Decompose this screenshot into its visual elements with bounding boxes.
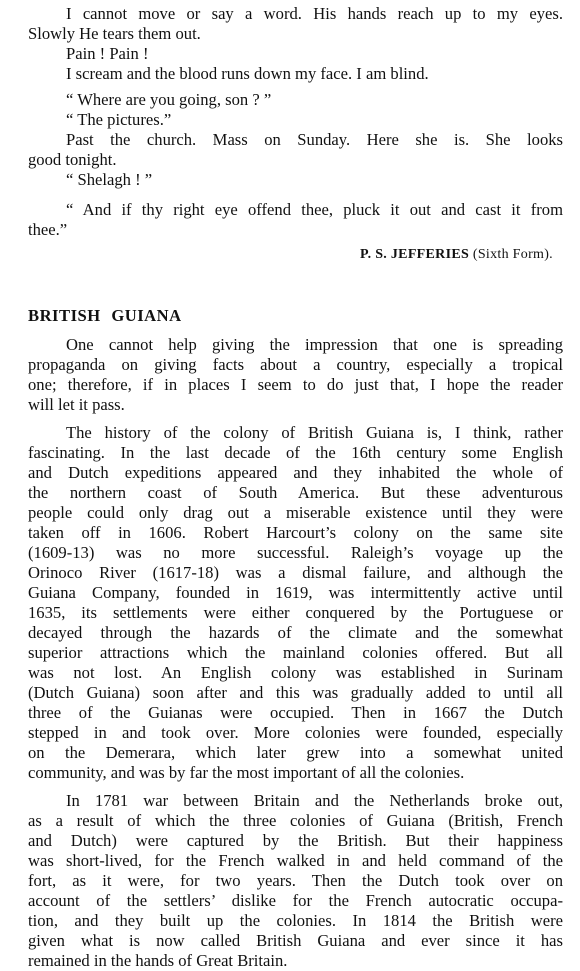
paragraph-line: community, and was by far the most important of all the colonies. <box>28 763 465 782</box>
document-page <box>28 4 563 971</box>
paragraph-line: account of the settlers’ dislike for the French autocratic occupa- <box>28 891 563 910</box>
paragraph-line: (1609-13) was no more successful. Raleigh’s voyage up the <box>28 543 563 562</box>
paragraph-line: Orinoco River (1617-18) was a dismal failure, and although the <box>28 563 563 582</box>
poem-line: “ The pictures.” <box>66 110 172 129</box>
paragraph-line: given what is now called British Guiana and ever since it has <box>28 931 563 950</box>
poem-line: “ Shelagh ! ” <box>66 170 153 189</box>
author-form: (Sixth Form). <box>472 247 553 262</box>
paragraph-line: 1635, its settlements were either conquered by the Portuguese or <box>28 603 563 622</box>
paragraph-line: was short-lived, for the French walked in and held command of the <box>28 851 563 870</box>
paragraph-line: the northern coast of South America. But these adventurous <box>28 483 563 502</box>
article-paragraph <box>28 335 563 415</box>
paragraph-line: was not lost. An English colony was established in Surinam <box>28 663 563 682</box>
poem-line: Slowly He tears them out. <box>28 24 201 43</box>
paragraph-line: and Dutch expeditions appeared and they inhabited the whole of <box>28 463 563 482</box>
paragraph-line: will let it pass. <box>28 395 125 414</box>
poem-line: good tonight. <box>28 150 117 169</box>
paragraph-line: and Dutch) were captured by the British. But their happiness <box>28 831 563 850</box>
paragraph-line: One cannot help giving the impression that one is spreading <box>66 335 563 354</box>
author-name: P. S. JEFFERIES <box>360 247 470 262</box>
paragraph-line: superior attractions which the mainland colonies offered. But all <box>28 643 563 662</box>
paragraph-line: Guiana Company, founded in 1619, was intermittently active until <box>28 583 563 602</box>
paragraph-line: on the Demerara, which later grew into a somewhat united <box>28 743 563 762</box>
poem-line: I scream and the blood runs down my face. I am blind. <box>66 64 429 83</box>
paragraph-line: In 1781 war between Britain and the Netherlands broke out, <box>66 791 563 810</box>
article-section <box>28 305 563 971</box>
paragraph-line: decayed through the hazards of the climate and the somewhat <box>28 623 563 642</box>
article-paragraph <box>28 423 563 783</box>
paragraph-line: propaganda on giving facts about a country, especially a tropical <box>28 355 563 374</box>
paragraph-line: as a result of which the three colonies of Guiana (British, French <box>28 811 563 830</box>
article-paragraph <box>28 791 563 971</box>
paragraph-line: tion, and they built up the colonies. In 1814 the British were <box>28 911 563 930</box>
paragraph-line: remained in the hands of Great Britain. <box>28 951 288 970</box>
paragraph-line: fascinating. In the last decade of the 16th century some English <box>28 443 563 462</box>
poem-line: Past the church. Mass on Sunday. Here she is. She looks <box>66 130 563 149</box>
paragraph-line: people could only drag out a miserable existence until they were <box>28 503 563 522</box>
paragraph-line: (Dutch Guiana) soon after and this was gradually added to until all <box>28 683 563 702</box>
paragraph-line: one; therefore, if in places I seem to do just that, I hope the reader <box>28 375 563 394</box>
poem-signature <box>28 245 563 265</box>
article-heading: BRITISH GUIANA <box>28 306 182 325</box>
poem-line: Pain ! Pain ! <box>66 44 149 63</box>
paragraph-line: three of the Guianas were occupied. Then in 1667 the Dutch <box>28 703 563 722</box>
poem-line: “ And if thy right eye offend thee, pluck it out and cast it from <box>66 200 563 219</box>
paragraph-line: fort, as it were, for two years. Then the Dutch took over on <box>28 871 563 890</box>
paragraph-line: stepped in and took over. More colonies were founded, especially <box>28 723 563 742</box>
poem-section <box>28 4 563 265</box>
poem-line: I cannot move or say a word. His hands reach up to my eyes. <box>66 4 563 23</box>
paragraph-line: taken off in 1606. Robert Harcourt’s colony on the same site <box>28 523 563 542</box>
poem-line: thee.” <box>28 220 68 239</box>
poem-line: “ Where are you going, son ? ” <box>66 90 272 109</box>
paragraph-line: The history of the colony of British Guiana is, I think, rather <box>66 423 563 442</box>
